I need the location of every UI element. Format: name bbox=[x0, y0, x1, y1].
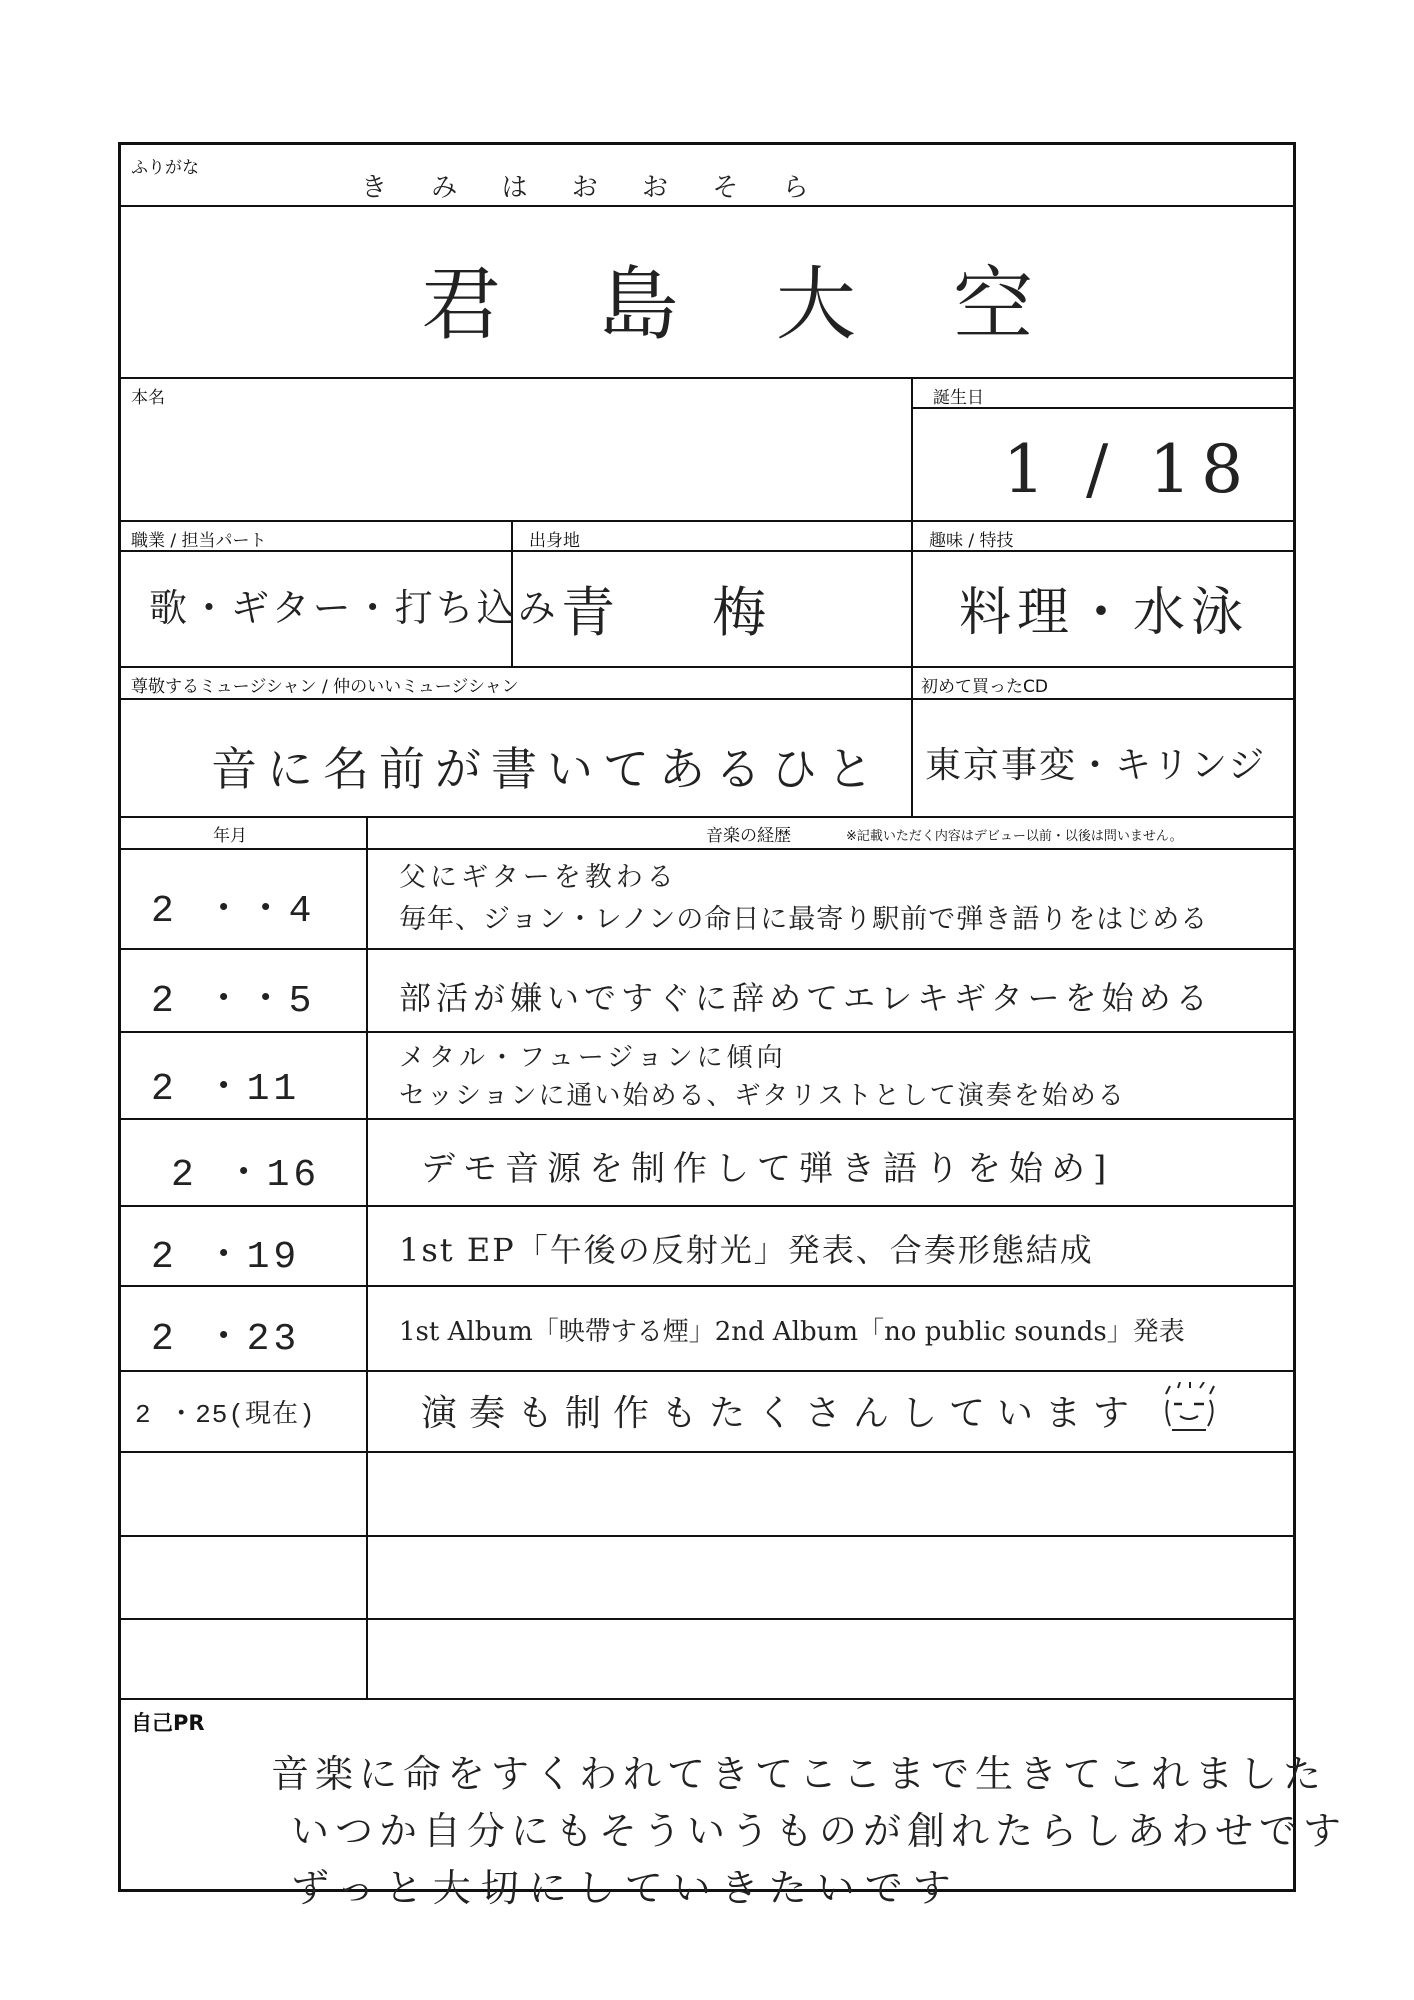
history-note: ※記載いただく内容はデビュー以前・以後は問いません。 bbox=[846, 829, 1183, 844]
musicians-value: 音に名前が書いてあるひと bbox=[211, 742, 883, 796]
history-year-1: 2 ・・4 bbox=[151, 890, 316, 933]
hobbies-label: 趣味 / 特技 bbox=[929, 531, 1014, 551]
history-text-3a: メタル・フュージョンに傾向 bbox=[399, 1043, 787, 1073]
stage-name-value: 君 島 大 空 bbox=[421, 258, 1070, 351]
birthday-label: 誕生日 bbox=[933, 388, 984, 408]
history-year-3: 2 ・11 bbox=[151, 1068, 301, 1111]
history-text-5: 1st EP「午後の反射光」発表、合奏形態結成 bbox=[399, 1231, 1094, 1269]
history-year-4: 2 ・16 bbox=[171, 1154, 321, 1197]
occupation-label: 職業 / 担当パート bbox=[131, 531, 267, 551]
history-text-4: デモ音源を制作して弾き語りを始め] bbox=[421, 1149, 1115, 1189]
history-text-3b: セッションに通い始める、ギタリストとして演奏を始める bbox=[399, 1081, 1126, 1111]
face-doodle-icon bbox=[1160, 1382, 1218, 1434]
music-history-label: 音楽の経歴 bbox=[706, 826, 791, 846]
history-text-1a: 父にギターを教わる bbox=[399, 862, 678, 893]
hometown-value: 青 梅 bbox=[561, 581, 807, 644]
first-cd-value: 東京事変・キリンジ bbox=[925, 745, 1267, 786]
history-year-6: 2 ・23 bbox=[151, 1318, 301, 1361]
first-cd-label: 初めて買ったCD bbox=[921, 677, 1048, 697]
history-text-7: 演奏も制作もたくさんしています bbox=[421, 1393, 1142, 1434]
profile-form bbox=[118, 142, 1348, 1910]
history-text-6: 1st Album「映帶する煙」2nd Album「no public sounds」発表 bbox=[399, 1317, 1185, 1347]
self-pr-label: 自己PR bbox=[131, 1711, 205, 1735]
self-pr-line-3: ずっと大切にしていきたいです bbox=[291, 1866, 961, 1910]
birthday-value: 1 / 18 bbox=[1003, 431, 1254, 508]
history-text-1b: 毎年、ジョン・レノンの命日に最寄り駅前で弾き語りをはじめる bbox=[399, 904, 1209, 935]
occupation-value: 歌・ギター・打ち込み bbox=[149, 586, 559, 630]
musicians-label: 尊敬するミュージシャン / 仲のいいミュージシャン bbox=[131, 677, 519, 697]
history-year-7: 2 ・25(現在) bbox=[135, 1400, 316, 1430]
furigana-value: き み は お お そ ら bbox=[361, 173, 827, 203]
hobbies-value: 料理・水泳 bbox=[959, 583, 1250, 643]
hometown-label: 出身地 bbox=[529, 531, 580, 551]
furigana-label: ふりがな bbox=[131, 158, 199, 178]
self-pr-line-1: 音楽に命をすくわれてきてここまで生きてこれました bbox=[271, 1752, 1328, 1796]
history-year-2: 2 ・・5 bbox=[151, 980, 316, 1023]
self-pr-line-2: いつか自分にもそういうものが創れたらしあわせです bbox=[291, 1809, 1348, 1853]
year-month-label: 年月 bbox=[213, 826, 247, 846]
history-text-2: 部活が嫌いですぐに辞めてエレキギターを始める bbox=[399, 979, 1213, 1017]
real-name-label: 本名 bbox=[131, 388, 165, 408]
history-year-5: 2 ・19 bbox=[151, 1236, 301, 1279]
